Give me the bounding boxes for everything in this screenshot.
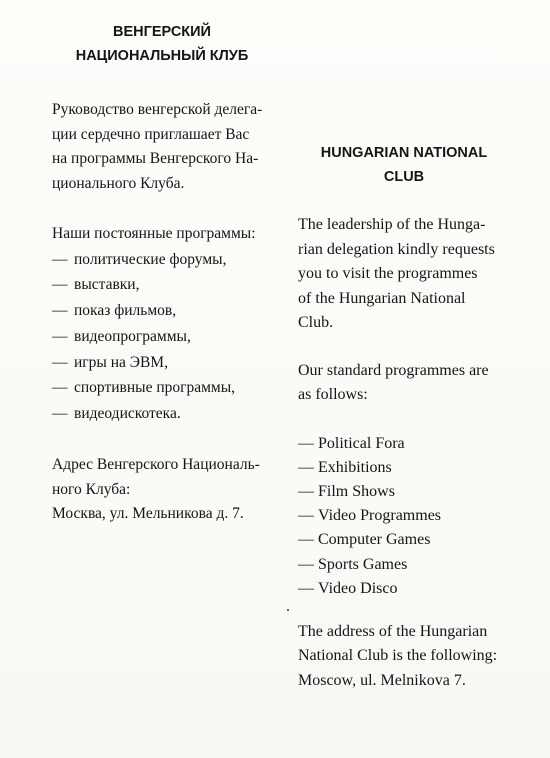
russian-address-line-2: ного Клуба: xyxy=(52,480,131,498)
list-dash: — xyxy=(298,555,314,573)
russian-heading-line-1: ВЕНГЕРСКИЙ xyxy=(113,24,211,40)
english-address xyxy=(298,620,510,694)
russian-address xyxy=(52,453,282,527)
list-item-text: Political Fora xyxy=(318,434,405,452)
list-item xyxy=(52,272,282,298)
english-intro-line-2: rian delegation kindly requests xyxy=(298,240,495,258)
english-heading-line-2: CLUB xyxy=(383,169,425,185)
russian-programmes-list xyxy=(52,247,282,428)
list-item-text: Exhibitions xyxy=(318,458,392,476)
english-intro-line-5: Club. xyxy=(298,314,334,331)
list-item-text: Computer Games xyxy=(318,531,431,549)
russian-column xyxy=(52,20,282,527)
english-programmes-list xyxy=(298,432,510,601)
list-item xyxy=(52,401,282,427)
russian-programmes-label: Наши постоянные программы: xyxy=(52,225,256,242)
english-intro xyxy=(298,213,510,336)
list-dash: — xyxy=(298,507,314,525)
list-item xyxy=(298,504,510,528)
russian-intro-line-3: на программы Венгерского На- xyxy=(52,150,259,167)
list-dash: — xyxy=(52,250,68,268)
list-item-text: спортивные программы, xyxy=(74,379,236,397)
list-item xyxy=(52,247,282,273)
english-column xyxy=(298,141,510,693)
russian-address-line-1: Адрес Венгерского Националь- xyxy=(52,456,260,474)
list-item xyxy=(52,324,282,350)
list-item xyxy=(52,298,282,324)
list-item-text: выставки, xyxy=(74,276,140,294)
english-address-line-2: National Club is the following: xyxy=(298,647,498,665)
russian-heading-line-2: НАЦИОНАЛЬНЫЙ КЛУБ xyxy=(75,48,249,64)
list-dash: — xyxy=(298,458,314,476)
list-item xyxy=(298,577,510,601)
list-item xyxy=(298,456,510,480)
english-intro-line-3: you to visit the programmes xyxy=(298,265,478,282)
english-intro-line-4: of the Hungarian National xyxy=(298,289,466,307)
list-item-text: видеодискотека. xyxy=(74,405,181,423)
english-intro-line-1: The leadership of the Hunga- xyxy=(298,216,486,233)
russian-address-line-3: Москва, ул. Мельникова д. 7. xyxy=(52,505,244,523)
list-item xyxy=(298,480,510,504)
list-item-text: политические форумы, xyxy=(74,250,227,268)
list-item xyxy=(298,528,510,552)
list-item xyxy=(52,375,282,401)
print-speck xyxy=(287,609,289,611)
english-programmes-label-line-2: as follows: xyxy=(298,386,368,403)
list-dash: — xyxy=(52,302,68,320)
list-dash: — xyxy=(52,379,68,397)
list-dash: — xyxy=(298,482,314,500)
list-item-text: Video Disco xyxy=(318,579,398,597)
list-dash: — xyxy=(52,353,68,371)
list-dash: — xyxy=(298,579,314,597)
english-address-line-1: The address of the Hungarian xyxy=(298,622,488,640)
russian-intro-line-2: ции сердечно приглашает Вас xyxy=(52,125,250,143)
list-item xyxy=(298,553,510,577)
list-dash: — xyxy=(52,405,68,423)
russian-intro-line-1: Руководство венгерской делега- xyxy=(52,101,263,118)
list-dash: — xyxy=(298,434,314,452)
list-item-text: Film Shows xyxy=(318,482,395,500)
english-heading xyxy=(298,141,510,189)
list-item-text: показ фильмов, xyxy=(74,302,177,320)
list-item-text: видеопрограммы, xyxy=(74,327,191,345)
russian-intro-line-4: ционального Клуба. xyxy=(52,174,185,192)
list-dash: — xyxy=(298,531,314,549)
english-programmes-label-line-1: Our standard programmes are xyxy=(298,361,489,379)
list-item xyxy=(52,350,282,376)
list-item-text: Video Programmes xyxy=(318,507,442,525)
russian-intro xyxy=(52,98,282,196)
english-programmes-label xyxy=(298,359,510,408)
list-dash: — xyxy=(52,327,68,345)
english-address-line-3: Moscow, ul. Melnikova 7. xyxy=(298,671,466,689)
list-item-text: игры на ЭВМ, xyxy=(74,353,168,371)
english-heading-line-1: HUNGARIAN NATIONAL xyxy=(320,145,488,161)
list-item-text: Sports Games xyxy=(318,555,408,573)
list-dash: — xyxy=(52,276,68,294)
russian-heading xyxy=(52,20,272,68)
list-item xyxy=(298,432,510,456)
